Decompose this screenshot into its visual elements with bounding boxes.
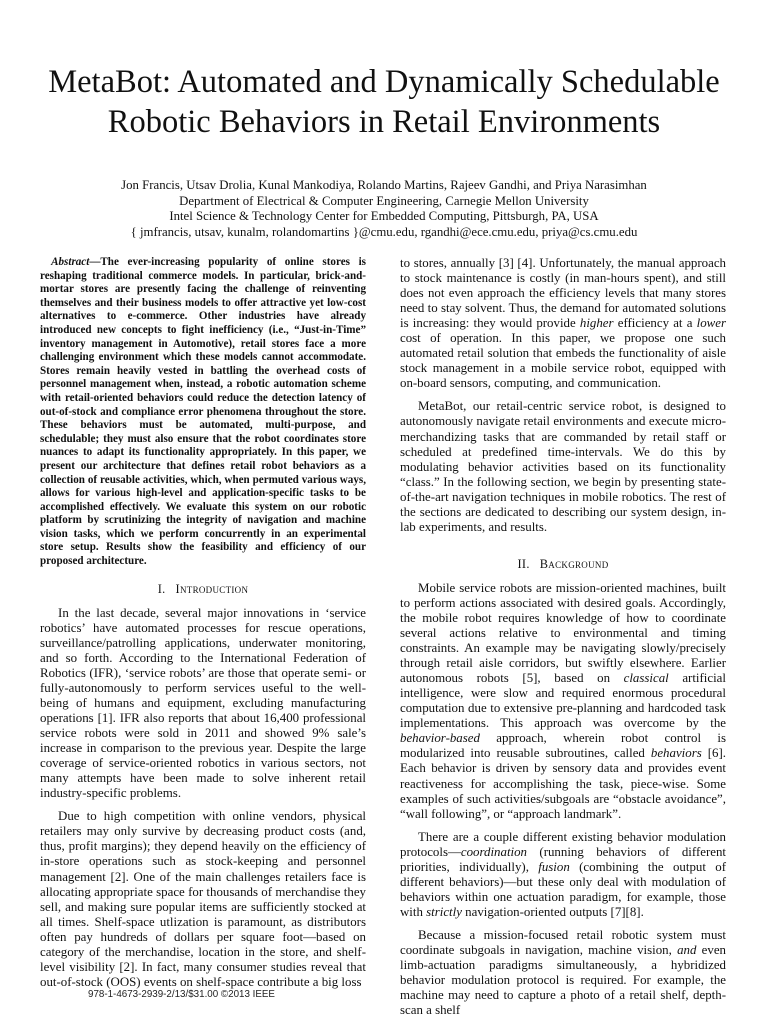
section-number: II.	[517, 556, 530, 571]
abstract	[40, 256, 366, 569]
emphasis: fusion	[538, 859, 570, 874]
text-run: (running behaviors of different priorities, individually),	[400, 844, 726, 874]
text-run: There are a couple different existing behavior modulation protocols—	[400, 829, 726, 859]
intro-paragraph-2: Due to high competition with online vendors, physical retailers may only survive by decreasing product costs (and, thus, profit margins); they depend heavily on the efficiency of in-store operations such as stock-keeping and personnel management [2]. One of the main challenges retailers face is allocating appropriate space for thousands of merchandise they sell, and making sure popular items are sufficiently stocked at all times. Shelf-space utlization is paramount, as distributors often pay hundreds of dollars per square foot—based on category of the merchandise, location in the store, and shelf-level visibility [2]. In fact, many consumer studies reveal that out-of-stock (OOS) events on shelf-space contribute a big loss	[40, 809, 366, 989]
intro-paragraph-1: In the last decade, several major innovations in ‘service robotics’ have automated processes for rescue operations, surveillance/patrolling applications, underwater monitoring, and so forth. According to the International Federation of Robotics (IFR), ‘service robots’ are those that operate semi- or fully-autonomously to perform services useful to the well-being of humans and equipment, excluding manufacturing operations [1]. IFR also reports that about 16,400 professional service robots were sold in 2011 and showed 9% sale’s increase in comparison to the previous year. Despite the large coverage of service-oriented robotics in various sectors, not many attempts have been made to solve inherent retail industry-specific problems.	[40, 605, 366, 801]
text-run: Because a mission-focused retail robotic system must coordinate subgoals in navigation, machine vision,	[400, 927, 726, 957]
text-run: to stores, annually [3] [4]. Unfortunately, the manual approach to stock maintenance is costly (in man-hours spent), and still does not even approach the efficiency levels that many stores need to stay solvent. Thus, the demand for automated solutions is increasing: they would provide	[400, 256, 726, 331]
author-emails: { jmfrancis, utsav, kunalm, rolandomartins }@cmu.edu, rgandhi@ece.cmu.edu, priya@cs.cmu.edu	[130, 224, 638, 239]
emphasis: behaviors	[650, 746, 702, 761]
text-run: efficiency at a	[613, 316, 697, 331]
text-run: Mobile service robots are mission-oriented machines, built to perform actions associated with desired goals. Accordingly, the mobile robot requires knowledge of how to coordinate several actions relative to environmental and timing constraints. An example may be navigating slowly/precisely through retail aisle corridors, but swiftly elsewhere. Earlier autonomous robots [5], based on	[400, 580, 726, 686]
right-column	[400, 256, 726, 1026]
affiliation-2: Intel Science & Technology Center for Embedded Computing, Pittsburgh, PA, USA	[169, 209, 599, 223]
section-number: I.	[157, 581, 166, 596]
text-run: cost of operation. In this paper, we propose one such automated retail solution that embeds the functionality of aisle stock management in a mobile service robot, equipped with on-board sensors, computing, and communication.	[400, 331, 726, 391]
section-title: Introduction	[175, 581, 249, 596]
background-paragraph-2	[400, 830, 726, 920]
emphasis: and	[677, 942, 697, 957]
left-column	[40, 256, 366, 998]
background-paragraph-1	[400, 581, 726, 822]
author-names: Jon Francis, Utsav Drolia, Kunal Mankodiya, Rolando Martins, Rajeev Gandhi, and Priya Narasimhan	[121, 178, 647, 192]
background-paragraph-3	[400, 928, 726, 1018]
title-line-1: MetaBot: Automated and Dynamically Schedulable	[48, 64, 720, 100]
emphasis: higher	[579, 316, 614, 331]
emphasis: coordination	[460, 844, 527, 859]
emphasis: strictly	[426, 904, 462, 919]
emphasis: behavior-based	[400, 731, 480, 746]
section-heading-background	[400, 557, 726, 572]
abstract-label: Abstract	[51, 256, 90, 268]
abstract-text: —The ever-increasing popularity of online stores is reshaping traditional commerce models. In particular, brick-and-mortar stores are presently facing the challenge of reinventing themselves and their business models to offer attractive yet low-cost alternatives to e-commerce. Other industries have already introduced new concepts to fight inefficiency (i.e., “Just-in-Time” inventory management in Automotive), retail stores face a more challenging environment which these models cannot accommodate. Stores remain heavily vested in battling the overhead costs of personnel management when, instead, a robotic automation scheme with retail-oriented behaviors could reduce the detection latency of out-of-stock and compliance error phenomena throughout the store. These behaviors must be automated, multi-purpose, and schedulable; they must also ensure that the robot coordinates store nuances to adapt its functionality appropriately. In this paper, we present our architecture that defines retail robot behaviors as a collection of reusable activities, which, when permuted various ways, allows for various high-level and application-specific tasks to be accomplished effectively. We evaluate this system on our robotic platform by scrutinizing the integrity of navigation and machine vision tasks, which we perform concurrently in an experimental store setup. Results show the feasibility and efficiency of our proposed architecture.	[40, 256, 366, 568]
title-line-2: Robotic Behaviors in Retail Environments	[107, 104, 661, 140]
text-run: navigation-oriented outputs [7][8].	[461, 904, 644, 919]
text-run: even limb-actuation paradigms simultaneously, a hybridized behavior modulation protocol is required. For example, the machine may need to capture a photo of a retail shelf, depth-scan a shelf	[400, 942, 727, 1018]
text-run: approach, wherein robot control is modularized into reusable subroutines, called	[400, 731, 726, 761]
copyright-footer: 978-1-4673-2939-2/13/$31.00 ©2013 IEEE	[88, 989, 275, 1000]
author-block	[40, 178, 728, 240]
paper-title	[40, 62, 728, 142]
affiliation-1: Department of Electrical & Computer Engineering, Carnegie Mellon University	[179, 193, 589, 208]
text-run: artificial intelligence, were slow and required enormous procedural computation due to extensive pre-planning and hardcoded task implementations. This approach was overcome by the	[400, 671, 726, 731]
text-run: [6]. Each behavior is driven by sensory data and provides event reactiveness for accomplishing the task, piece-wise. Some examples of such activities/subgoals are “obstacle avoidance”, “wall following”, or “approach landmark”.	[400, 746, 726, 821]
section-title: Background	[539, 556, 609, 571]
emphasis: classical	[623, 671, 669, 686]
intro-paragraph-4: MetaBot, our retail-centric service robot, is designed to autonomously navigate retail environments and execute micro-merchandizing tasks that are commanded by retail staff or scheduled at predefined time-intervals. We do this by modulating behavior activities based on its functionality “class.” In the following section, we begin by presenting state-of-the-art navigation techniques in mobile robotics. The rest of the sections are dedicated to describing our system design, in-lab experiments, and results.	[400, 399, 726, 534]
text-run: (combining the output of different behaviors)—but these only deal with modulation of behaviors within one actuation paradigm, for example, those with	[400, 859, 726, 919]
emphasis: lower	[696, 316, 726, 331]
section-heading-introduction	[40, 582, 366, 597]
intro-paragraph-3	[400, 256, 726, 391]
